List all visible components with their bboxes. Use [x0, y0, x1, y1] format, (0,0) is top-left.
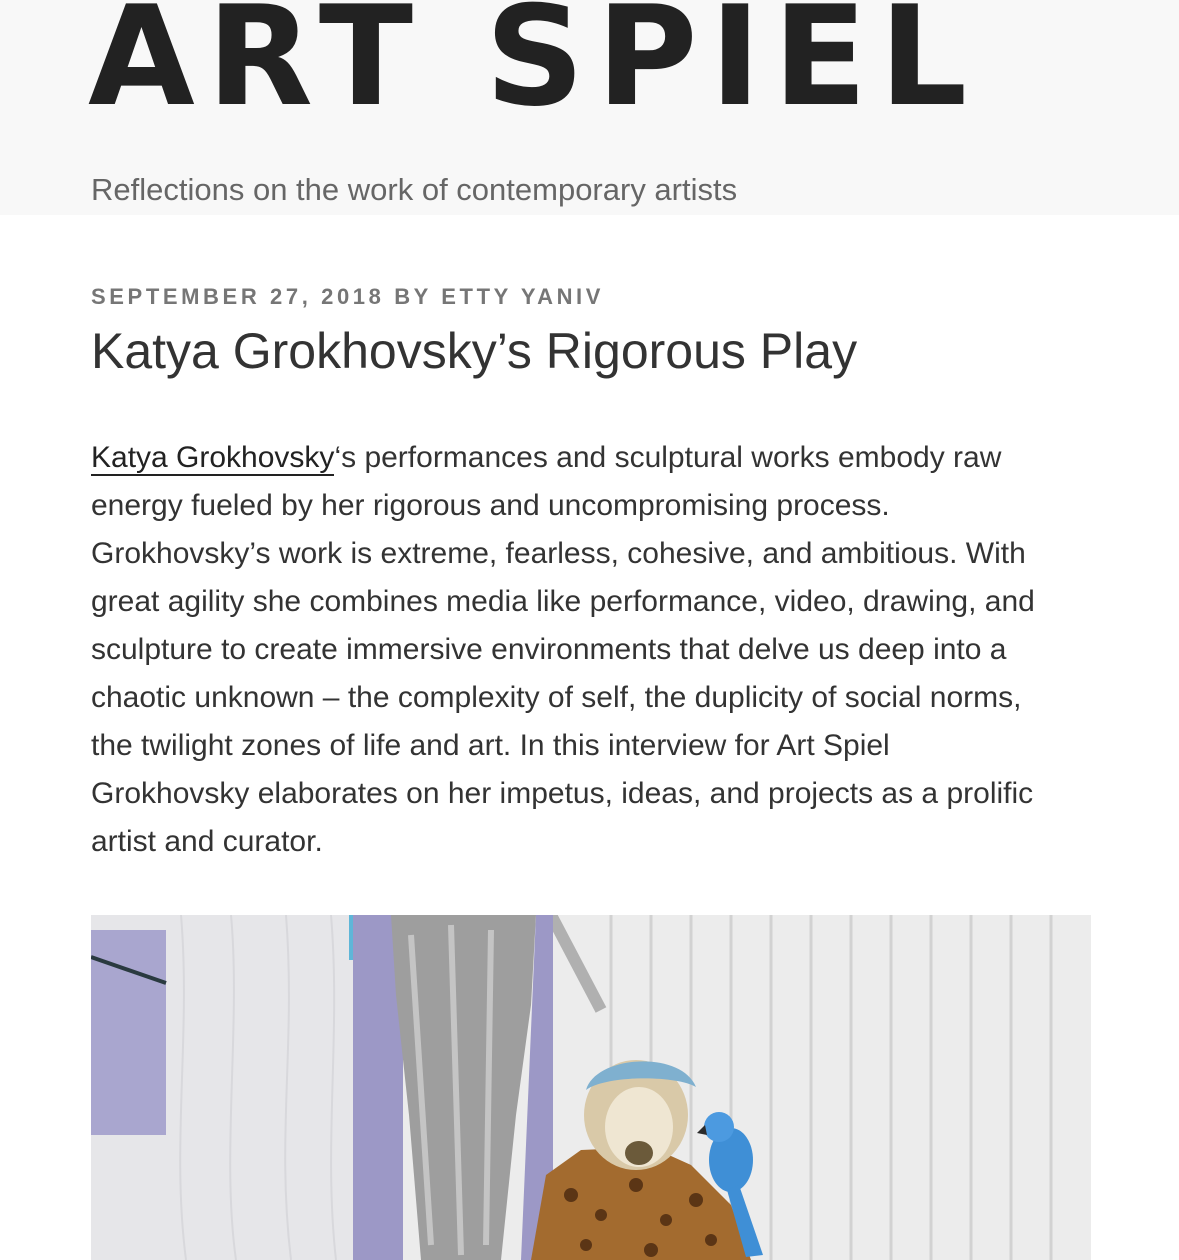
author-link[interactable]: ETTY YANIV	[441, 284, 605, 309]
performance-photo	[91, 915, 1091, 1260]
paragraph-line-2: energy fueled by her rigorous and uncompromising process.	[91, 489, 890, 522]
artist-link[interactable]: Katya Grokhovsky	[91, 441, 335, 474]
paragraph-line-4: great agility she combines media like performance, video, drawing, and	[91, 585, 1035, 618]
paragraph-line-6: chaotic unknown – the complexity of self, the duplicity of social norms,	[91, 681, 1022, 714]
post-body	[91, 434, 1151, 866]
site-title[interactable]: ART SPIEL	[88, 0, 980, 137]
paragraph-line-5: sculpture to create immersive environments that delve us deep into a	[91, 633, 1007, 666]
paragraph-line-7: the twilight zones of life and art. In this interview for Art Spiel	[91, 729, 890, 762]
site-description: Reflections on the work of contemporary artists	[91, 172, 738, 207]
post-title: Katya Grokhovsky’s Rigorous Play	[91, 323, 858, 379]
post-date-link[interactable]: SEPTEMBER 27, 2018	[91, 284, 385, 309]
featured-image	[91, 915, 1091, 1260]
paragraph-line-8: Grokhovsky elaborates on her impetus, ideas, and projects as a prolific	[91, 777, 1034, 810]
paragraph-line-9: artist and curator.	[91, 825, 323, 858]
entry-meta	[91, 284, 604, 310]
paragraph-line-3: Grokhovsky’s work is extreme, fearless, cohesive, and ambitious. With	[91, 537, 1026, 570]
byline-label: BY	[394, 284, 432, 309]
site-header	[0, 0, 1179, 215]
paragraph-line-1: Katya Grokhovsky‘s performances and sculptural works embody raw	[91, 441, 1002, 474]
